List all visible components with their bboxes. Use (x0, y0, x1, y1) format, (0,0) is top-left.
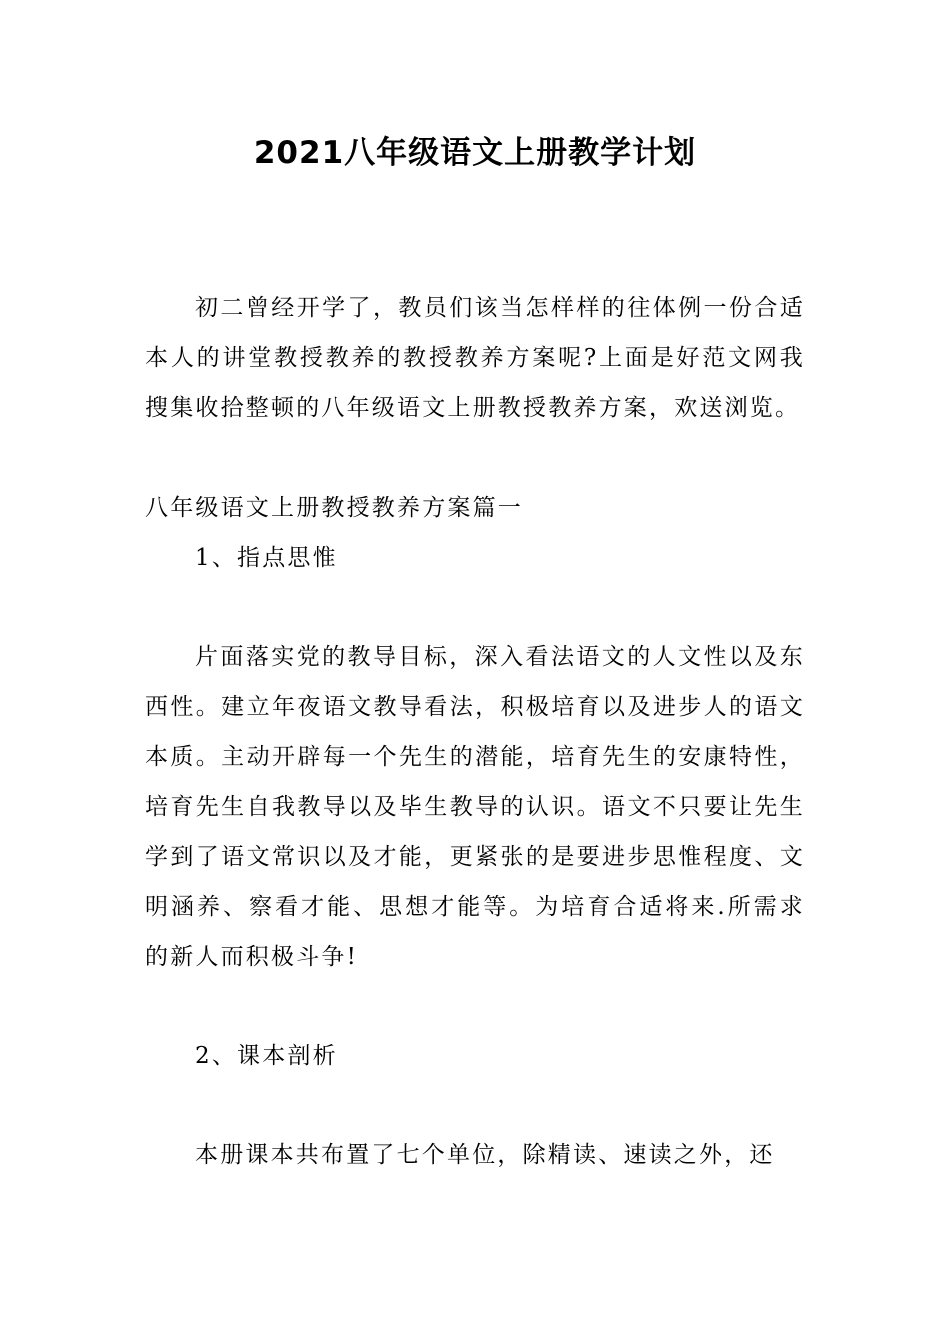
section-heading: 八年级语文上册教授教养方案篇一 (145, 495, 523, 521)
item2-heading: 2、课本剖析 (195, 1043, 338, 1069)
intro-paragraph: 初二曾经开学了，教员们该当怎样样的往体例一份合适本人的讲堂教授教养的教授教养方案呢?上面是好范文网我搜集收拾整顿的八年级语文上册教授教养方案，欢送浏览。 (145, 295, 805, 421)
item1-paragraph: 片面落实党的教导目标，深入看法语文的人文性以及东西性。建立年夜语文教导看法，积极培育以及进步人的语文本质。主动开辟每一个先生的潜能，培育先生的安康特性，培育先生自我教导以及毕生教导的认识。语文不只要让先生学到了语文常识以及才能，更紧张的是要进步思惟程度、文明涵养、察看才能、思想才能等。为培育合适将来.所需求的新人而积极斗争! (145, 644, 805, 970)
document-title: 2021八年级语文上册教学计划 (253, 135, 697, 171)
item2-paragraph: 本册课本共布置了七个单位，除精读、速读之外，还 (195, 1142, 775, 1168)
item1-heading: 1、指点思惟 (195, 545, 338, 571)
